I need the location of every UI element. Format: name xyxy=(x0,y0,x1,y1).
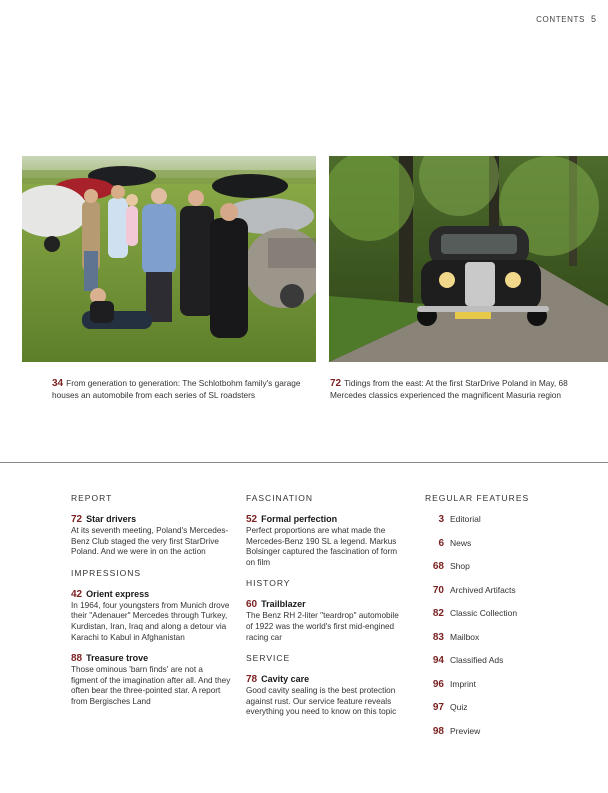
article-body: Those ominous 'barn finds' are not a figment of the imagination after all. And they often bear the three-pointed star. A report from Bergisches Land xyxy=(71,665,231,706)
feature-label: Imprint xyxy=(450,678,476,689)
feature-item-classified-ads[interactable] xyxy=(425,655,595,679)
heading-service: SERVICE xyxy=(246,653,291,664)
article-page: 60 xyxy=(246,599,258,611)
article-title: Formal perfection xyxy=(261,514,338,524)
article-formal-perfection[interactable] xyxy=(246,514,406,568)
heading-fascination: FASCINATION xyxy=(246,493,314,503)
caption-left xyxy=(52,378,302,401)
photo-classic-car-forest-road[interactable] xyxy=(329,156,608,362)
feature-label: Shop xyxy=(450,561,470,571)
feature-label: Preview xyxy=(450,725,481,736)
feature-page: 94 xyxy=(432,655,444,666)
feature-label: Editorial xyxy=(450,514,481,524)
article-body: Perfect proportions are what made the Mercedes-Benz 190 SL a legend. Markus Bolsinger captured the fascination of form on film xyxy=(246,526,398,567)
article-page: 72 xyxy=(71,514,83,525)
article-page: 78 xyxy=(246,674,258,686)
feature-item-mailbox[interactable] xyxy=(425,632,595,656)
section-label: CONTENTS xyxy=(536,15,585,24)
heading-history: HISTORY xyxy=(246,578,291,589)
feature-item-imprint[interactable] xyxy=(425,679,595,703)
heading-regular-features: REGULAR FEATURES xyxy=(425,493,530,503)
feature-item-archived-artifacts[interactable] xyxy=(425,585,595,609)
column-fascination-history-service xyxy=(246,493,406,728)
feature-label: Archived Artifacts xyxy=(450,584,516,595)
column-report-impressions xyxy=(71,493,231,718)
article-orient-express[interactable] xyxy=(71,589,231,643)
article-cavity-care[interactable] xyxy=(246,674,406,718)
article-title: Treasure trove xyxy=(86,653,149,664)
section-divider xyxy=(0,462,608,463)
caption-right-page[interactable]: 72 xyxy=(330,378,342,389)
article-body: The Benz RH 2-liter "teardrop" automobile of 1922 was the world's first mid-engined racing car xyxy=(246,611,399,642)
caption-left-text: From generation to generation: The Schlotbohm family's garage houses an automobile from each series of SL roadsters xyxy=(52,378,301,400)
caption-left-page[interactable]: 34 xyxy=(52,378,64,389)
article-title: Star drivers xyxy=(86,514,137,524)
heading-report: REPORT xyxy=(71,493,113,503)
article-title: Orient express xyxy=(86,588,150,599)
article-star-drivers[interactable] xyxy=(71,514,231,558)
feature-label: Classified Ads xyxy=(450,655,504,665)
feature-item-shop[interactable] xyxy=(425,561,595,585)
caption-right xyxy=(330,378,600,401)
column-regular-features xyxy=(425,493,595,749)
article-body: Good cavity sealing is the best protection against rust. Our service feature reveals everything you need to know on this topic xyxy=(246,686,397,717)
feature-page: 97 xyxy=(432,702,444,713)
heading-impressions: IMPRESSIONS xyxy=(71,567,142,578)
page-header xyxy=(536,14,596,24)
article-page: 88 xyxy=(71,653,83,665)
feature-page: 6 xyxy=(438,537,444,549)
feature-page: 82 xyxy=(432,608,444,619)
feature-label: Classic Collection xyxy=(450,608,518,618)
feature-item-classic-collection[interactable] xyxy=(425,608,595,632)
article-trailblazer[interactable] xyxy=(246,599,406,643)
feature-label: News xyxy=(450,537,472,548)
article-title: Trailblazer xyxy=(261,599,306,610)
photo-family-with-roadsters[interactable] xyxy=(22,156,316,362)
feature-item-news[interactable] xyxy=(425,538,595,562)
family-photo-illustration xyxy=(22,156,316,362)
feature-page: 68 xyxy=(432,561,444,572)
feature-label: Mailbox xyxy=(450,631,480,642)
feature-page: 70 xyxy=(432,584,444,596)
feature-item-quiz[interactable] xyxy=(425,702,595,726)
feature-page: 83 xyxy=(432,631,444,643)
article-body: At its seventh meeting, Poland's Mercedes-Benz Club staged the very first StarDrive Poland. And we were in on the action xyxy=(71,526,229,557)
feature-page: 96 xyxy=(432,678,444,690)
feature-item-editorial[interactable] xyxy=(425,514,595,538)
article-page: 42 xyxy=(71,588,83,600)
article-page: 52 xyxy=(246,514,258,525)
page-number: 5 xyxy=(590,14,596,24)
feature-page: 3 xyxy=(438,514,444,525)
caption-right-text: Tidings from the east: At the first StarDrive Poland in May, 68 Mercedes classics experienced the magnificent Masuria region xyxy=(330,378,568,400)
article-body: In 1964, four youngsters from Munich drove their "Adenauer" Mercedes through Turkey, Kurdistan, Iran, Iraq and along a detour via Karachi to Kabul in Afghanistan xyxy=(71,600,230,642)
feature-label: Quiz xyxy=(450,702,468,712)
article-treasure-trove[interactable] xyxy=(71,653,231,707)
article-title: Cavity care xyxy=(261,674,310,685)
feature-item-preview[interactable] xyxy=(425,726,595,750)
feature-page: 98 xyxy=(432,725,444,737)
car-photo-illustration xyxy=(329,156,608,362)
